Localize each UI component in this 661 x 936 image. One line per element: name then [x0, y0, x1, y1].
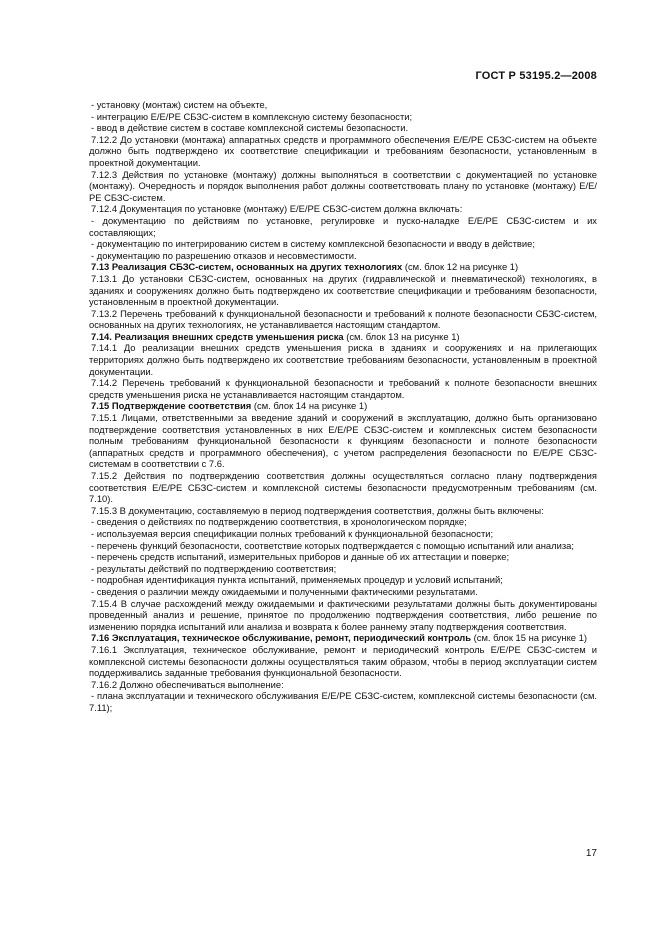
paragraph: 7.12.3 Действия по установке (монтажу) должны выполняться в соответствии с документацией по установке (монтажу). Очередность и порядок выполнения работ должны соответствовать плану по установке (монтажу) Е/Е/РЕ СБЗС-систем. — [89, 168, 597, 203]
section-7-14-heading — [89, 331, 597, 343]
list-item: - подробная идентификация пункта испытаний, применяемых процедур и условий испытаний; — [91, 574, 503, 586]
paragraph: 7.15.3 В документацию, составляемую в период подтверждения соответствия, должны быть включены: — [91, 504, 544, 516]
section-ref: (см. блок 14 на рисунке 1) — [251, 400, 368, 412]
section-7-16-heading — [89, 632, 597, 644]
paragraph: 7.12.2 До установки (монтажа) аппаратных средств и программного обеспечения Е/Е/РЕ СБЗС-систем на объекте должно быть подтверждено их соответствие спецификации и требованиям безопасности, установленным в проектной документации. — [89, 133, 597, 168]
list-item: - используемая версия спецификации полных требований к функциональной безопасности; — [91, 527, 494, 539]
paragraph: - установку (монтаж) систем на объекте, — [91, 99, 268, 110]
paragraph: 7.13.1 До установки СБЗС-систем, основанных на других (гидравлической и пневматической) технологиях, в зданиях и сооружениях должно быть подтверждено их соответствие спецификации и требованиям безопасности, установленным в проектной документации. — [89, 272, 597, 308]
page-number: 17 — [585, 848, 597, 859]
paragraph: - ввод в действие систем в составе комплексной системы безопасности. — [91, 122, 409, 134]
section-title: 7.16 Эксплуатация, техническое обслуживание, ремонт, периодический контроль — [91, 632, 472, 644]
section-ref: (см. блок 13 на рисунке 1) — [343, 330, 460, 342]
paragraph: 7.15.2 Действия по подтверждению соответствия должны осуществляться согласно плану подтверждения соответствия Е/Е/РЕ СБЗС-систем и комплексной системы безопасности предусмотренным требованиям (см. 7.10). — [89, 470, 597, 505]
paragraph: 7.16.2 Должно обеспечиваться выполнение: — [91, 678, 284, 690]
paragraph: 7.16.1 Эксплуатация, техническое обслуживание, ремонт и периодический контроль Е/Е/РЕ СБЗС-систем и комплексной системы безопасности должны осуществляться таким образом, чтобы в период эксплуатации систем поддерживались заданные требования функциональной безопасности. — [89, 643, 597, 679]
paragraph: - документацию по действиям по установке, регулировке и пуско-наладке Е/Е/РЕ СБЗС-систем и их составляющих; — [89, 214, 597, 238]
section-7-15-heading — [89, 400, 597, 412]
section-title: 7.15 Подтверждение соответствия — [91, 400, 252, 412]
section-ref: (см. блок 15 на рисунке 1) — [471, 632, 587, 644]
document-id: ГОСТ Р 53195.2—2008 — [475, 70, 597, 82]
paragraph: 7.15.4 В случае расхождений между ожидаемыми и фактическими результатами должны быть документированы проведенный анализ и решение, принятое по продолжению подтверждения соответствия, либо решение по изменению порядка испытаний или анализа и возврата к более раннему этапу подтверждения соответствия. — [89, 597, 597, 632]
list-item: - сведения о действиях по подтверждению соответствия, в хронологическом порядке; — [91, 516, 467, 528]
section-title: 7.14. Реализация внешних средств уменьшения риска — [91, 330, 344, 342]
paragraph: - плана эксплуатации и технического обслуживания Е/Е/РЕ СБЗС-систем, комплексной системы безопасности (см. 7.11); — [89, 690, 597, 713]
section-title: 7.13 Реализация СБЗС-систем, основанных на других технологиях — [91, 261, 403, 273]
list-item: - перечень функций безопасности, соответствие которых подтверждается с помощью испытаний или анализа; — [91, 539, 574, 551]
list-item: - сведения о различии между ожидаемыми и полученными фактическими результатами. — [91, 585, 478, 597]
list-item: - результаты действий по подтверждению соответствия; — [91, 562, 337, 574]
paragraph: 7.15.1 Лицами, ответственными за введение зданий и сооружений в эксплуатацию, должно быть организовано подтверждение соответствия установленных в них Е/Е/РЕ СБЗС-систем и комплексных систем безопасности полным требованиям функциональной безопасности к функциям безопасности и полноте безопасности (аппаратных средств и программного обеспечения), с учетом распределения безопасности по Е/Е/РЕ СБЗС-системам в соответствии с 7.6. — [89, 412, 597, 470]
body-text — [89, 99, 597, 713]
paragraph: 7.14.1 До реализации внешних средств уменьшения риска в зданиях и сооружениях и на прилегающих территориях должно быть подтверждено их соответствие требованиям безопасности, установленным в проектной документации. — [89, 342, 597, 377]
paragraph: 7.13.2 Перечень требований к функциональной безопасности и требований к полноте безопасности СБЗС-систем, основанных на других технологиях, не устанавливается настоящим стандартом. — [89, 307, 597, 331]
paragraph: 7.12.4 Документация по установке (монтажу) Е/Е/РЕ СБЗС-систем должна включать: — [91, 203, 463, 215]
section-7-13-heading — [89, 261, 597, 273]
section-ref: (см. блок 12 на рисунке 1) — [402, 261, 519, 273]
list-item: - перечень средств испытаний, измерительных приборов и данные об их аттестации и поверке; — [91, 551, 510, 563]
paragraph: - документацию по разрешению отказов и несовместимости. — [91, 249, 357, 261]
paragraph: - интеграцию Е/Е/РЕ СБЗС-систем в комплексную систему безопасности; — [91, 110, 413, 122]
paragraph: 7.14.2 Перечень требований к функциональной безопасности и требований к полноте безопасности внешних средств уменьшения риска не устанавливается настоящим стандартом. — [89, 377, 597, 400]
paragraph: - документацию по интегрированию систем в систему комплексной безопасности и вводу в действие; — [91, 238, 535, 250]
